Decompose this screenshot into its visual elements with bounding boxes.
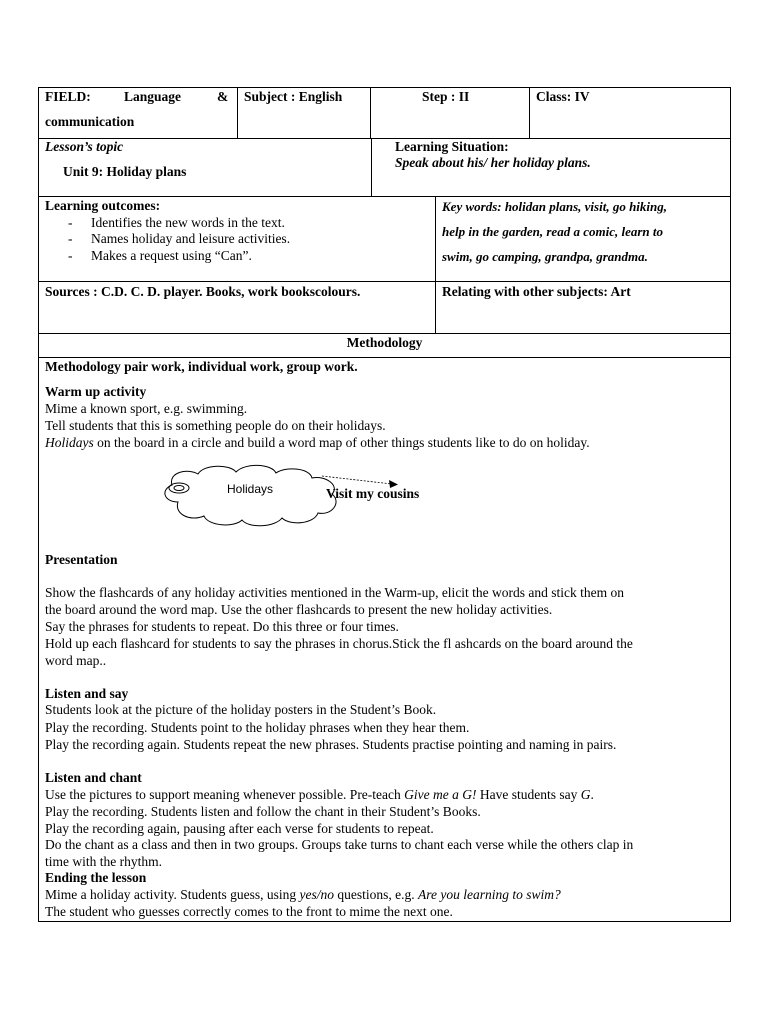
listen-chant-line: time with the rhythm. (45, 854, 162, 869)
field-cell (38, 87, 238, 139)
field-label: FIELD: (45, 89, 91, 104)
keywords-line: swim, go camping, grandpa, grandma. (442, 249, 648, 264)
topic-unit: Unit 9: Holiday plans (63, 164, 187, 179)
situation-value: Speak about his/ her holiday plans. (395, 155, 591, 170)
listen-chant-line-1: Use the pictures to support meaning whenever possible. Pre-teach Give me a G! Have students say G. (45, 787, 594, 802)
arrow-label: Visit my cousins (326, 486, 420, 501)
warmup-heading: Warm up activity (45, 384, 147, 399)
step-cell (370, 87, 530, 139)
step-text: Step : II (422, 89, 470, 104)
sources-text: Sources : C.D. C. D. player. Books, work bookscolours. (45, 284, 361, 299)
methodology-intro: Methodology pair work, individual work, group work. (45, 359, 358, 374)
outcomes-cell: Learning outcomes: - Identifies the new words in the text. - Names holiday and leisure activities. - Makes a request using “Can”. (38, 196, 436, 282)
listen-chant-line: Do the chant as a class and then in two groups. Groups take turns to chant each verse while the others clap in (45, 837, 634, 852)
topic-label: Lesson’s topic (45, 139, 124, 154)
outcomes-label: Learning outcomes: (45, 198, 161, 213)
situation-label: Learning Situation: (395, 139, 509, 154)
presentation-heading: Presentation (45, 552, 118, 567)
ending-heading: Ending the lesson (45, 870, 147, 885)
subject-text: Subject : English (244, 89, 343, 104)
presentation-line: Show the flashcards of any holiday activities mentioned in the Warm-up, elicit the words and stick them on (45, 585, 625, 600)
keywords-line: Key words: holidan plans, visit, go hiking, (442, 199, 668, 214)
warmup-holidays-em: Holidays (45, 435, 94, 450)
arrow-line (322, 476, 392, 484)
sources-cell (38, 281, 436, 334)
listen-say-heading: Listen and say (45, 686, 129, 701)
ending-line-2: The student who guesses correctly comes to the front to mime the next one. (45, 904, 453, 919)
cloud-label: Holidays (227, 482, 274, 496)
presentation-line: Say the phrases for students to repeat. Do this three or four times. (45, 619, 399, 634)
subject-cell (237, 87, 371, 139)
listen-say-line: Play the recording again. Students repeat the new phrases. Students practise pointing and naming in pairs. (45, 737, 617, 752)
listen-chant-heading: Listen and chant (45, 770, 142, 785)
methodology-heading-cell (38, 333, 731, 358)
class-cell (529, 87, 731, 139)
field-value-communication: communication (45, 114, 135, 129)
situation-cell (371, 138, 731, 197)
presentation-line: word map.. (45, 653, 107, 668)
class-text: Class: IV (536, 89, 590, 104)
field-value-language: Language (124, 89, 182, 104)
keywords-line: help in the garden, read a comic, learn to (442, 224, 663, 239)
presentation-line: Hold up each flashcard for students to say the phrases in chorus.Stick the fl ashcards on the board around the (45, 636, 633, 651)
warmup-line: Mime a known sport, e.g. swimming. (45, 401, 248, 416)
listen-say-line: Play the recording. Students point to the holiday phrases when they hear them. (45, 720, 470, 735)
ending-line-1: Mime a holiday activity. Students guess, using yes/no questions, e.g. Are you learning to swim? (45, 887, 561, 902)
listen-say-line: Students look at the picture of the holiday posters in the Student’s Book. (45, 702, 437, 717)
keywords-cell (435, 196, 731, 282)
presentation-line: the board around the word map. Use the other flashcards to present the new holiday activities. (45, 602, 553, 617)
relating-cell (435, 281, 731, 334)
relating-text: Relating with other subjects: Art (442, 284, 631, 299)
warmup-line-3 (45, 435, 590, 451)
listen-chant-line: Play the recording. Students listen and follow the chant in their Student’s Books. (45, 804, 481, 819)
warmup-line: Tell students that this is something people do on their holidays. (45, 418, 386, 433)
topic-cell (38, 138, 372, 197)
methodology-heading: Methodology (346, 335, 423, 350)
field-ampersand: & (217, 89, 229, 104)
listen-chant-line: Play the recording again, pausing after each verse for students to repeat. (45, 821, 434, 836)
warmup-line-3-rest: on the board in a circle and build a word map of other things students like to do on holiday. (93, 435, 590, 450)
